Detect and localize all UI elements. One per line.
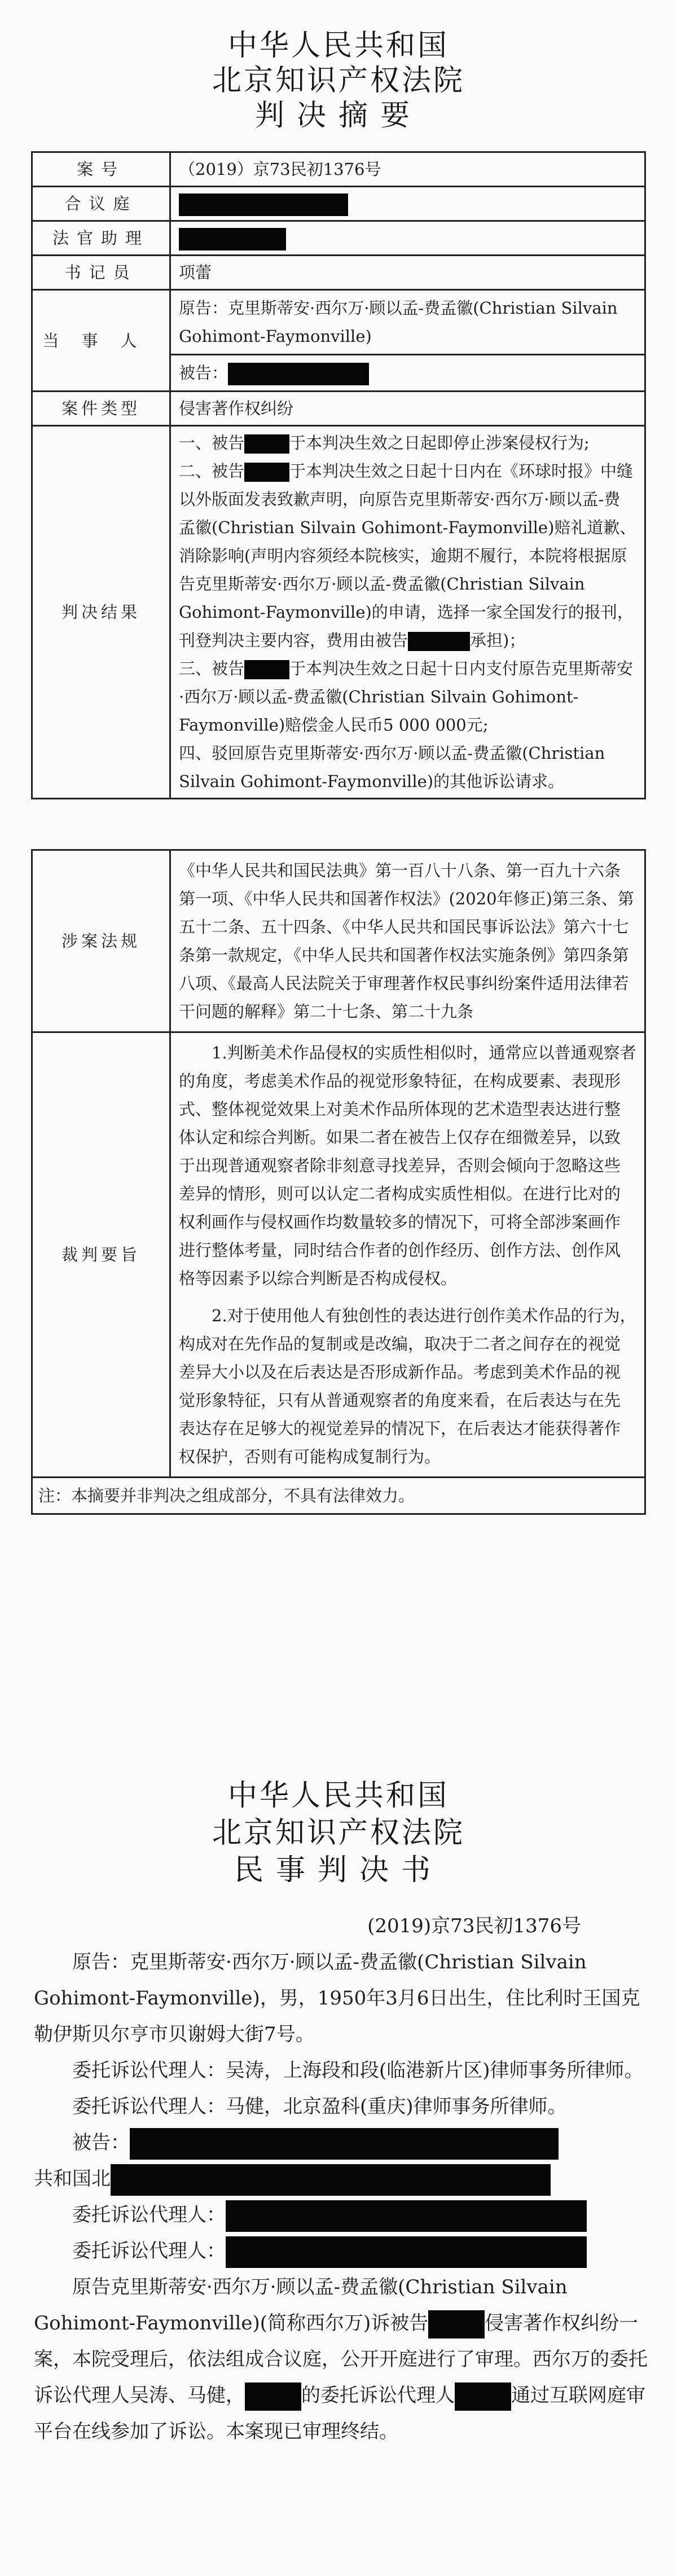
redaction-block bbox=[408, 632, 470, 651]
law-label: 涉案法规 bbox=[32, 850, 170, 1032]
result-label: 判决结果 bbox=[32, 426, 170, 799]
result-item-3 bbox=[179, 654, 636, 739]
agent-paragraph-2: 委托诉讼代理人：马健，北京盈科(重庆)律师事务所律师。 bbox=[72, 2095, 567, 2118]
agent-label: 委托诉讼代理人： bbox=[72, 2240, 226, 2262]
procedure-text: 的委托诉讼代理人 bbox=[301, 2384, 455, 2407]
clerk-label: 书记员 bbox=[32, 256, 170, 290]
law-value: 《中华人民共和国民法典》第一百八十八条、第一百九十六条第一项、《中华人民共和国著作权法》(2020年修正)第三条、第五十二条、五十四条、《中华人民共和国民事诉讼法》第六十七条第一款规定，《中华人民共和国著作权法实施条例》第四条第八项、《最高人民法院关于审理著作权民事纠纷案件适用法律若干问题的解释》第二十七条、第二十九条 bbox=[170, 850, 645, 1032]
defendant-entry bbox=[171, 355, 644, 390]
defendant-cont-text: 共和国北 bbox=[34, 2168, 111, 2190]
result-text: 二、被告 bbox=[179, 461, 245, 481]
judgment-body bbox=[34, 1944, 649, 2450]
redaction-block bbox=[130, 2128, 559, 2160]
country-title-2: 中华人民共和国 bbox=[227, 1779, 449, 1813]
key-points-label: 裁判要旨 bbox=[32, 1032, 170, 1478]
redaction-block bbox=[226, 2200, 587, 2232]
case-type-label: 案件类型 bbox=[32, 392, 170, 426]
procedure-text: 侵害著作权纠纷一案，本院受理后，依法组成合议庭，公开开庭进行了审理。西尔万的委托诉讼代理人吴涛、马健， bbox=[34, 2312, 648, 2407]
country-title: 中华人民共和国 bbox=[227, 29, 449, 63]
key-points-value bbox=[170, 1032, 645, 1478]
redaction-block bbox=[111, 2164, 551, 2196]
plaintiff-entry: 原告：克里斯蒂安·西尔万·顾以孟-费孟徽(Christian Silvain Gohimont-Faymonville) bbox=[171, 291, 644, 355]
case-type-value: 侵害著作权纠纷 bbox=[170, 392, 645, 426]
defendant-prefix: 被告： bbox=[179, 363, 228, 383]
procedure-paragraph bbox=[34, 2269, 649, 2450]
court-title: 北京知识产权法院 bbox=[212, 64, 465, 98]
parties-value bbox=[170, 290, 645, 392]
defendant-label: 被告： bbox=[72, 2131, 130, 2154]
defendant-paragraph bbox=[34, 2125, 649, 2161]
parties-label: 当事人 bbox=[32, 290, 170, 392]
redaction-block bbox=[244, 660, 289, 679]
redaction-block bbox=[455, 2382, 511, 2411]
judgment-case-no: (2019)京73民初1376号 bbox=[367, 1915, 581, 1937]
result-item-2 bbox=[179, 457, 636, 654]
defendant-paragraph-cont bbox=[34, 2161, 649, 2197]
key-point-1: 1.判断美术作品侵权的实质性相似时，通常应以普通观察者的角度，考虑美术作品的视觉形象特征，在构成要素、表现形式、整体视觉效果上对美术作品所体现的艺术造型表达进行整体认定和综合判断。如果二者在被告上仅存在细微差异，以致于出现普通观察者除非刻意寻找差异，否则会倾向于忽略这些差异的情形，则可以认定二者构成实质性相似。在进行比对的权利画作与侵权画作均数量较多的情况下，可将全部涉案画作进行整体考量，同时结合作者的创作经历、创作方法、创作风格等因素予以综合判断是否构成侵权。 bbox=[179, 1043, 636, 1288]
redaction-block bbox=[244, 463, 289, 482]
result-item-4: 四、驳回原告克里斯蒂安·西尔万·顾以孟-费孟徽(Christian Silvain Gohimont-Faymonville)的其他诉讼请求。 bbox=[179, 744, 610, 791]
agent-paragraph-4 bbox=[34, 2233, 649, 2269]
judgment-summary-table bbox=[31, 151, 646, 799]
redaction-block bbox=[244, 434, 289, 454]
judgment-summary-table-continued bbox=[31, 849, 646, 1515]
agent-paragraph-3 bbox=[34, 2197, 649, 2233]
panel-value bbox=[170, 187, 645, 221]
result-text: 一、被告 bbox=[179, 433, 245, 452]
redaction-block bbox=[228, 363, 369, 385]
panel-label: 合议庭 bbox=[32, 187, 170, 221]
result-text: 于本判决生效之日起即停止涉案侵权行为; bbox=[289, 433, 590, 452]
agent-paragraph-1: 委托诉讼代理人：吴涛，上海段和段(临港新片区)律师事务所律师。 bbox=[72, 2059, 644, 2082]
summary-title: 判决摘要 bbox=[254, 99, 422, 133]
result-text: 于本判决生效之日起十日内支付原告克里斯蒂安·西尔万·顾以孟-费孟徽(Christian Silvain Gohimont-Faymonville)赔偿金人民币5 000 000元; bbox=[179, 659, 634, 735]
agent-label: 委托诉讼代理人： bbox=[72, 2204, 226, 2226]
procedure-text: 通过互联网庭审平台在线参加了诉讼。本案现已审理终结。 bbox=[34, 2384, 645, 2443]
court-title-2: 北京知识产权法院 bbox=[212, 1816, 465, 1850]
redaction-block bbox=[179, 194, 348, 216]
clerk-value: 项蕾 bbox=[170, 256, 645, 290]
result-text: 三、被告 bbox=[179, 659, 245, 678]
judge-assistant-label: 法官助理 bbox=[32, 221, 170, 256]
result-value bbox=[170, 426, 645, 799]
judgment-title: 民事判决书 bbox=[234, 1853, 443, 1887]
result-item-1 bbox=[179, 429, 636, 457]
redaction-block bbox=[179, 228, 286, 250]
redaction-block bbox=[245, 2382, 301, 2411]
key-point-2: 2.对于使用他人有独创性的表达进行创作美术作品的行为，构成对在先作品的复制或是改编，取决于二者之间存在的视觉差异大小以及在后表达是否形成新作品。考虑到美术作品的视觉形象特征，只有从普通观察者的角度来看，在后表达与在先表达存在足够大的视觉差异的情况下，在后表达才能获得著作权保护，否则有可能构成复制行为。 bbox=[179, 1306, 636, 1466]
summary-note: 注：本摘要并非判决之组成部分，不具有法律效力。 bbox=[32, 1478, 645, 1514]
result-text: 于本判决生效之日起十日内在《环球时报》中缝以外版面发表致歉声明，向原告克里斯蒂安·西尔万·顾以孟-费孟徽(Christian Silvain Gohimont-Faymonville)赔礼道歉、消除影响(声明内容须经本院核实，逾期不履行，本院将根据原告克里斯蒂安·西尔万·顾以孟-费孟徽(Christian Silvain Gohimont-Faymonville)的申请，选择一家全国发行的报刊，刊登判决主要内容，费用由被告 bbox=[179, 461, 636, 650]
plaintiff-paragraph: 原告：克里斯蒂安·西尔万·顾以孟-费孟徽(Christian Silvain Gohimont-Faymonville)，男，1950年3月6日出生，住比利时王国克勒伊斯贝尔亨市贝谢姆大街7号。 bbox=[34, 1951, 640, 2046]
case-no-label: 案号 bbox=[32, 152, 170, 187]
redaction-block bbox=[226, 2236, 587, 2268]
case-no-value: （2019）京73民初1376号 bbox=[170, 152, 645, 187]
judge-assistant-value bbox=[170, 221, 645, 256]
result-text: 承担)； bbox=[470, 631, 526, 650]
procedure-text: 原告克里斯蒂安·西尔万·顾以孟-费孟徽(Christian Silvain Gohimont-Faymonville)(简称西尔万)诉被告 bbox=[34, 2276, 568, 2335]
redaction-block bbox=[428, 2310, 485, 2338]
